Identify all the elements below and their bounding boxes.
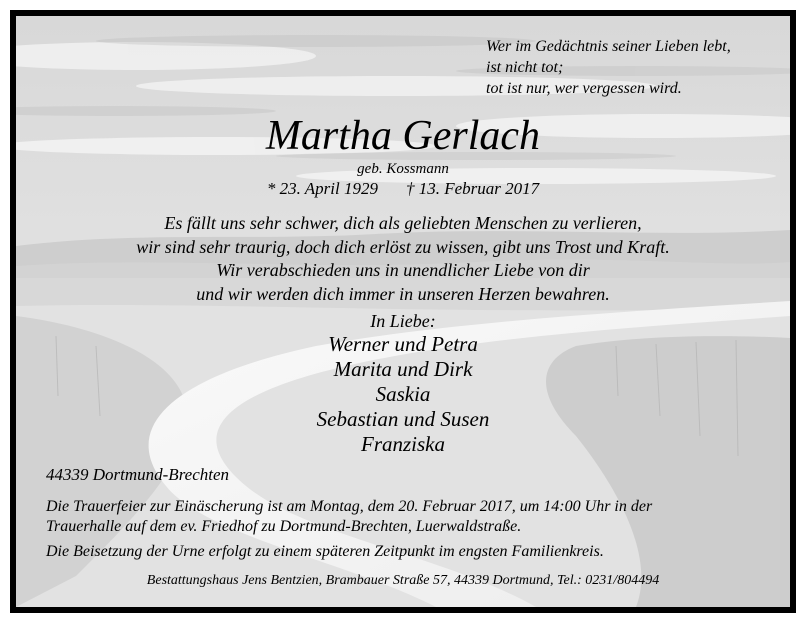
funeral-notice-line: Trauerhalle auf dem ev. Friedhof zu Dortmund-Brechten, Luerwaldstraße.: [46, 518, 522, 535]
obituary-frame: [10, 10, 796, 613]
mourner-name: Sebastian und Susen: [316, 407, 490, 431]
birth-date: * 23. April 1929: [266, 179, 378, 198]
urn-notice: Die Beisetzung der Urne erfolgt zu einem späteren Zeitpunkt im engsten Familienkreis.: [46, 543, 604, 560]
mourner-name: Franziska: [361, 432, 445, 456]
maiden-name: geb. Kossmann: [357, 161, 449, 177]
verse-line: Es fällt uns sehr schwer, dich als geliebten Menschen zu verlieren,: [164, 213, 642, 233]
life-dates: [16, 178, 790, 200]
funeral-notice: [46, 497, 652, 537]
quote-line: tot ist nur, wer vergessen wird.: [486, 80, 682, 97]
verse-line: Wir verabschieden uns in unendlicher Liebe von dir: [216, 260, 590, 280]
funeral-notice-line: Die Trauerfeier zur Einäscherung ist am Montag, dem 20. Februar 2017, um 14:00 Uhr in der: [46, 498, 653, 515]
memorial-quote: [486, 36, 731, 99]
quote-line: ist nicht tot;: [486, 59, 564, 76]
quote-line: Wer im Gedächtnis seiner Lieben lebt,: [486, 38, 731, 55]
condolence-verse: [16, 212, 790, 306]
mourner-name: Saskia: [375, 382, 431, 406]
mourner-name: Marita und Dirk: [333, 357, 473, 381]
deceased-name: Martha Gerlach: [265, 113, 541, 159]
death-date: † 13. Februar 2017: [405, 179, 540, 198]
mourner-name: Werner und Petra: [328, 332, 478, 356]
verse-line: und wir werden dich immer in unseren Herzen bewahren.: [196, 283, 610, 304]
verse-line: wir sind sehr traurig, doch dich erlöst zu wissen, gibt uns Trost und Kraft.: [136, 236, 670, 257]
family-address: 44339 Dortmund-Brechten: [46, 465, 230, 484]
funeral-home-footer: Bestattungshaus Jens Bentzien, Brambauer Straße 57, 44339 Dortmund, Tel.: 0231/804494: [146, 573, 660, 588]
mourners-heading: In Liebe:: [370, 311, 436, 331]
mourners-list: [16, 332, 790, 457]
